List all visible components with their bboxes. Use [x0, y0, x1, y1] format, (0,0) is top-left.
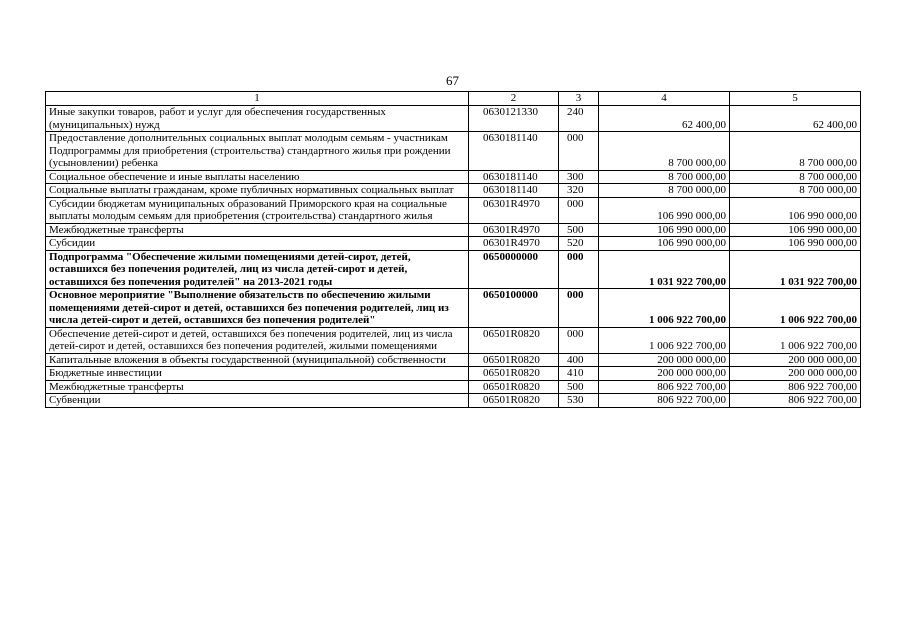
row-name-cell: Межбюджетные трансферты — [46, 380, 469, 394]
page-number: 67 — [446, 73, 459, 88]
row-name-cell: Основное мероприятие "Выполнение обязательств по обеспечению жилыми помещениями детей-сирот и детей, оставшихся без попечения родителей, лиц из числа детей-сирот и детей, оставшихся без попечения родителей" — [46, 289, 469, 328]
row-name-cell: Бюджетные инвестиции — [46, 367, 469, 381]
row-code-cell: 06301R4970 — [469, 223, 559, 237]
row-code-cell: 06301R4970 — [469, 197, 559, 223]
column-header-5: 5 — [730, 92, 861, 106]
row-name-cell: Подпрограмма "Обеспечение жилыми помещениями детей-сирот, детей, оставшихся без попечения родителей, лиц из числа детей-сирот и детей, оставшихся без попечения родителей" на 2013-2021 годы — [46, 250, 469, 289]
row-amount-col4-cell: 106 990 000,00 — [599, 237, 730, 251]
row-amount-col5-cell: 8 700 000,00 — [730, 184, 861, 198]
row-name-cell: Обеспечение детей-сирот и детей, оставшихся без попечения родителей, лиц из числа детей-сирот и детей, оставшихся без попечения родителей, жилыми помещениями — [46, 327, 469, 353]
column-header-4: 4 — [599, 92, 730, 106]
row-code-cell: 0650100000 — [469, 289, 559, 328]
row-name-cell: Субвенции — [46, 394, 469, 408]
row-amount-col5-cell: 200 000 000,00 — [730, 367, 861, 381]
row-name-cell: Субсидии бюджетам муниципальных образований Приморского края на социальные выплаты молодым семьям для приобретения (строительства) стандартного жилья — [46, 197, 469, 223]
table-row — [46, 394, 861, 408]
row-amount-col4-cell: 200 000 000,00 — [599, 367, 730, 381]
table-row — [46, 132, 861, 171]
row-amount-col5-cell: 8 700 000,00 — [730, 132, 861, 171]
column-header-2: 2 — [469, 92, 559, 106]
table-row — [46, 197, 861, 223]
row-amount-col4-cell: 106 990 000,00 — [599, 223, 730, 237]
row-code-cell: 0630181140 — [469, 132, 559, 171]
row-type-cell: 000 — [559, 289, 599, 328]
row-name-cell: Социальные выплаты гражданам, кроме публичных нормативных социальных выплат — [46, 184, 469, 198]
column-header-1: 1 — [46, 92, 469, 106]
row-amount-col5-cell: 806 922 700,00 — [730, 394, 861, 408]
row-amount-col5-cell: 62 400,00 — [730, 106, 861, 132]
row-code-cell: 06501R0820 — [469, 394, 559, 408]
table-row — [46, 250, 861, 289]
table-row — [46, 289, 861, 328]
row-type-cell: 400 — [559, 353, 599, 367]
row-code-cell: 06501R0820 — [469, 327, 559, 353]
row-amount-col5-cell: 1 031 922 700,00 — [730, 250, 861, 289]
row-amount-col5-cell: 106 990 000,00 — [730, 223, 861, 237]
row-name-cell: Иные закупки товаров, работ и услуг для обеспечения государственных (муниципальных) нужд — [46, 106, 469, 132]
row-type-cell: 240 — [559, 106, 599, 132]
row-amount-col4-cell: 62 400,00 — [599, 106, 730, 132]
row-amount-col4-cell: 8 700 000,00 — [599, 132, 730, 171]
row-type-cell: 500 — [559, 223, 599, 237]
row-type-cell: 500 — [559, 380, 599, 394]
table-row — [46, 327, 861, 353]
row-amount-col4-cell: 806 922 700,00 — [599, 380, 730, 394]
row-amount-col4-cell: 1 031 922 700,00 — [599, 250, 730, 289]
row-amount-col5-cell: 806 922 700,00 — [730, 380, 861, 394]
row-type-cell: 000 — [559, 197, 599, 223]
table-row — [46, 237, 861, 251]
row-name-cell: Социальное обеспечение и иные выплаты населению — [46, 170, 469, 184]
row-type-cell: 000 — [559, 132, 599, 171]
row-amount-col5-cell: 1 006 922 700,00 — [730, 289, 861, 328]
row-amount-col5-cell: 200 000 000,00 — [730, 353, 861, 367]
column-header-3: 3 — [559, 92, 599, 106]
row-code-cell: 06301R4970 — [469, 237, 559, 251]
row-type-cell: 530 — [559, 394, 599, 408]
row-code-cell: 06501R0820 — [469, 353, 559, 367]
row-type-cell: 300 — [559, 170, 599, 184]
row-code-cell: 06501R0820 — [469, 367, 559, 381]
table-row — [46, 106, 861, 132]
row-amount-col4-cell: 1 006 922 700,00 — [599, 327, 730, 353]
table-body — [46, 106, 861, 408]
row-amount-col4-cell: 8 700 000,00 — [599, 170, 730, 184]
row-code-cell: 06501R0820 — [469, 380, 559, 394]
row-code-cell: 0630121330 — [469, 106, 559, 132]
row-type-cell: 520 — [559, 237, 599, 251]
row-type-cell: 410 — [559, 367, 599, 381]
row-code-cell: 0630181140 — [469, 184, 559, 198]
row-name-cell: Субсидии — [46, 237, 469, 251]
row-amount-col4-cell: 8 700 000,00 — [599, 184, 730, 198]
table-row — [46, 380, 861, 394]
row-type-cell: 320 — [559, 184, 599, 198]
row-amount-col5-cell: 8 700 000,00 — [730, 170, 861, 184]
table-header-row — [46, 92, 861, 106]
row-amount-col4-cell: 806 922 700,00 — [599, 394, 730, 408]
row-code-cell: 0650000000 — [469, 250, 559, 289]
row-type-cell: 000 — [559, 250, 599, 289]
table-row — [46, 353, 861, 367]
row-amount-col4-cell: 106 990 000,00 — [599, 197, 730, 223]
table-row — [46, 170, 861, 184]
row-amount-col4-cell: 1 006 922 700,00 — [599, 289, 730, 328]
budget-table — [45, 91, 861, 408]
row-name-cell: Межбюджетные трансферты — [46, 223, 469, 237]
row-amount-col5-cell: 106 990 000,00 — [730, 197, 861, 223]
row-type-cell: 000 — [559, 327, 599, 353]
table-row — [46, 223, 861, 237]
row-code-cell: 0630181140 — [469, 170, 559, 184]
row-amount-col5-cell: 106 990 000,00 — [730, 237, 861, 251]
row-name-cell: Предоставление дополнительных социальных выплат молодым семьям - участникам Подпрограммы для приобретения (строительства) стандартного жилья при рождении (усыновлении) ребенка — [46, 132, 469, 171]
table-row — [46, 367, 861, 381]
table-row — [46, 184, 861, 198]
row-amount-col5-cell: 1 006 922 700,00 — [730, 327, 861, 353]
row-amount-col4-cell: 200 000 000,00 — [599, 353, 730, 367]
row-name-cell: Капитальные вложения в объекты государственной (муниципальной) собственности — [46, 353, 469, 367]
